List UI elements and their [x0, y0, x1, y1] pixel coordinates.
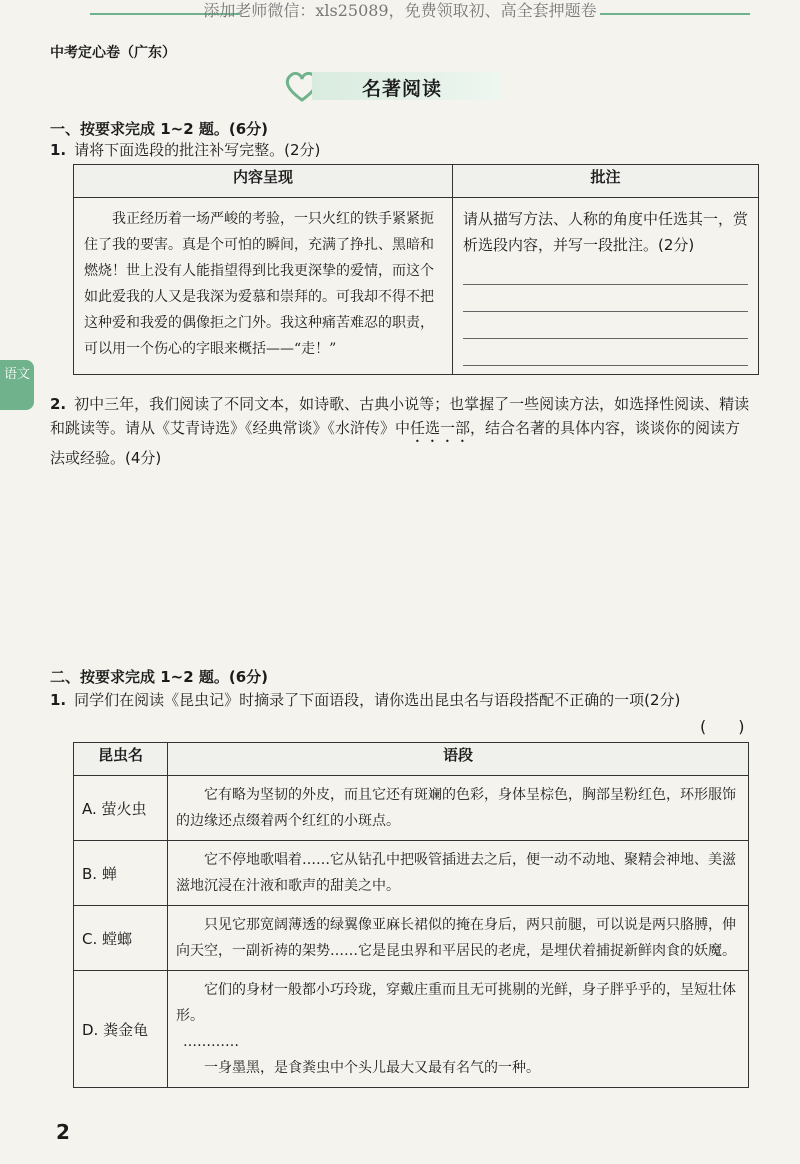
passage-ellipsis: …………: [183, 1034, 239, 1050]
page-number: 2: [56, 1120, 70, 1144]
table-row: [74, 971, 749, 1088]
section2-title: 二、按要求完成 1~2 题。(6分): [50, 668, 269, 686]
q-number: 2.: [50, 395, 67, 413]
answer-line[interactable]: [463, 312, 748, 339]
option-name: B. 蝉: [74, 841, 168, 906]
option-passage: 它不停地歌唱着……它从钻孔中把吸管插进去之后，便一动不动地、聚精会神地、美滋滋地沉浸在汁液和歌声的甜美之中。: [168, 841, 749, 906]
option-name: D. 粪金龟: [74, 971, 168, 1088]
section-banner: [282, 68, 502, 104]
note-cell: [453, 198, 759, 375]
col-header-note: 批注: [453, 165, 759, 198]
option-passage: 只见它那宽阔薄透的绿翼像亚麻长裙似的掩在身后，两只前腿，可以说是两只胳膊，伸向天空，一副祈祷的架势……它是昆虫界和平居民的老虎，是埋伏着捕捉新鲜肉食的妖魔。: [168, 906, 749, 971]
subject-tab: 语文: [0, 360, 34, 410]
table-row: [74, 841, 749, 906]
q-text: 同学们在阅读《昆虫记》时摘录了下面语段，请你选出昆虫名与语段搭配不正确的一项(2分): [74, 691, 681, 709]
page-title: 名著阅读: [362, 78, 443, 100]
section1-q2: [50, 392, 755, 470]
option-name: C. 螳螂: [74, 906, 168, 971]
col-header-insect: 昆虫名: [74, 743, 168, 776]
q-text-emphasis: 任选一部: [410, 419, 471, 437]
answer-line[interactable]: [463, 258, 748, 285]
insect-table: [73, 742, 749, 1088]
section2-q1: [50, 688, 760, 712]
answer-line[interactable]: [463, 339, 748, 366]
section1-q1: [50, 138, 320, 162]
annotation-table: [73, 164, 759, 375]
option-passage: [168, 971, 749, 1088]
option-passage: 它有略为坚韧的外皮，而且它还有斑斓的色彩，身体呈棕色，胸部呈粉红色，环形服饰的边缘还点缀着两个红红的小斑点。: [168, 776, 749, 841]
section1-title: 一、按要求完成 1~2 题。(6分): [50, 120, 269, 138]
col-header-content: 内容呈现: [74, 165, 453, 198]
q-text-b: ，结合名著的具体内容，谈谈你的阅读方法或经验。(4分): [50, 419, 741, 467]
q-number: 1.: [50, 141, 67, 159]
content-passage: 我正经历着一场严峻的考验，一只火红的铁手紧紧扼住了我的要害。真是个可怕的瞬间，充满了挣扎、黑暗和燃烧！世上没有人能指望得到比我更深挚的爱情，而这个如此爱我的人又是我深为爱慕和崇拜的。可我却不得不把这种爱和我爱的偶像拒之门外。我这种痛苦难忍的职责，可以用一个伤心的字眼来概括——“走！”: [74, 198, 453, 375]
note-prompt: 请从描写方法、人称的角度中任选其一，赏析选段内容，并写一段批注。(2分): [463, 210, 749, 254]
q-text-a: 初中三年，我们阅读了不同文本，如诗歌、古典小说等；也掌握了一些阅读方法，如选择性阅读、精读和跳读等。请从《艾青诗选》《经典常谈》《水浒传》中: [50, 395, 750, 437]
answer-parentheses[interactable]: ( ): [700, 717, 745, 736]
option-name: A. 萤火虫: [74, 776, 168, 841]
series-title: 中考定心卷（广东）: [50, 45, 176, 61]
passage-part: 它们的身材一般都小巧玲珑，穿戴庄重而且无可挑剔的光鲜，身子胖乎乎的，呈短壮体形。: [176, 982, 736, 1024]
table-row: [74, 776, 749, 841]
watermark-text: 添加老师微信：xls25089，免费领取初、高全套押题卷: [203, 1, 597, 20]
passage-part: 一身墨黑，是食粪虫中个头儿最大又最有名气的一种。: [204, 1060, 540, 1076]
q-text: 请将下面选段的批注补写完整。(2分): [74, 141, 321, 159]
col-header-passage: 语段: [168, 743, 749, 776]
table-row: [74, 906, 749, 971]
answer-line[interactable]: [463, 285, 748, 312]
q-number: 1.: [50, 691, 67, 709]
